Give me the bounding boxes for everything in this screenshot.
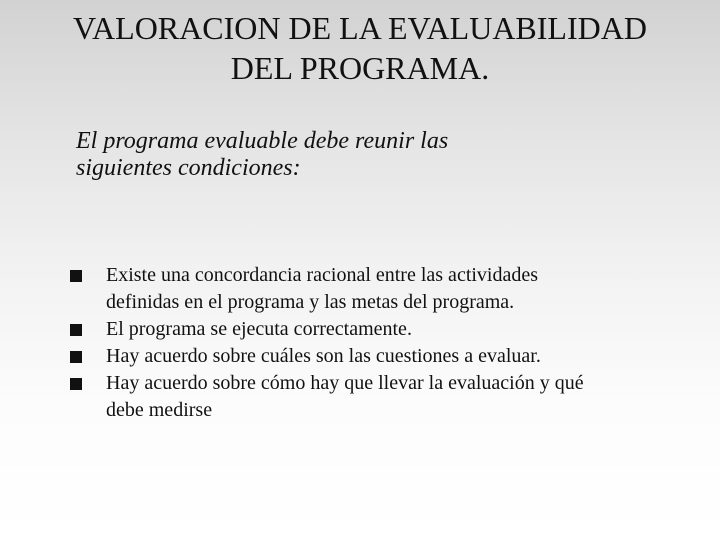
square-bullet-icon [70, 324, 82, 336]
condition-text-line: debe medirse [106, 399, 213, 421]
condition-list [68, 262, 698, 424]
title-line: DEL PROGRAMA. [230, 50, 490, 86]
condition-text-line: El programa se ejecuta correctamente. [106, 318, 412, 340]
square-bullet-icon [70, 270, 82, 282]
condition-text-line: Hay acuerdo sobre cuáles son las cuestiones a evaluar. [106, 345, 541, 367]
square-bullet-icon [70, 378, 82, 390]
slide-title [0, 8, 720, 88]
slide-subtitle [76, 128, 636, 182]
condition-item [68, 262, 698, 316]
title-line: VALORACION DE LA EVALUABILIDAD [73, 10, 647, 46]
square-bullet-icon [70, 351, 82, 363]
condition-item [68, 316, 698, 343]
condition-item [68, 343, 698, 370]
condition-text-line: Hay acuerdo sobre cómo hay que llevar la evaluación y qué [106, 372, 584, 394]
condition-item [68, 370, 698, 424]
condition-text-line: Existe una concordancia racional entre las actividades [106, 264, 539, 286]
subtitle-line: siguientes condiciones: [76, 155, 301, 181]
subtitle-line: El programa evaluable debe reunir las [76, 128, 449, 154]
condition-text-line: definidas en el programa y las metas del programa. [106, 291, 515, 313]
